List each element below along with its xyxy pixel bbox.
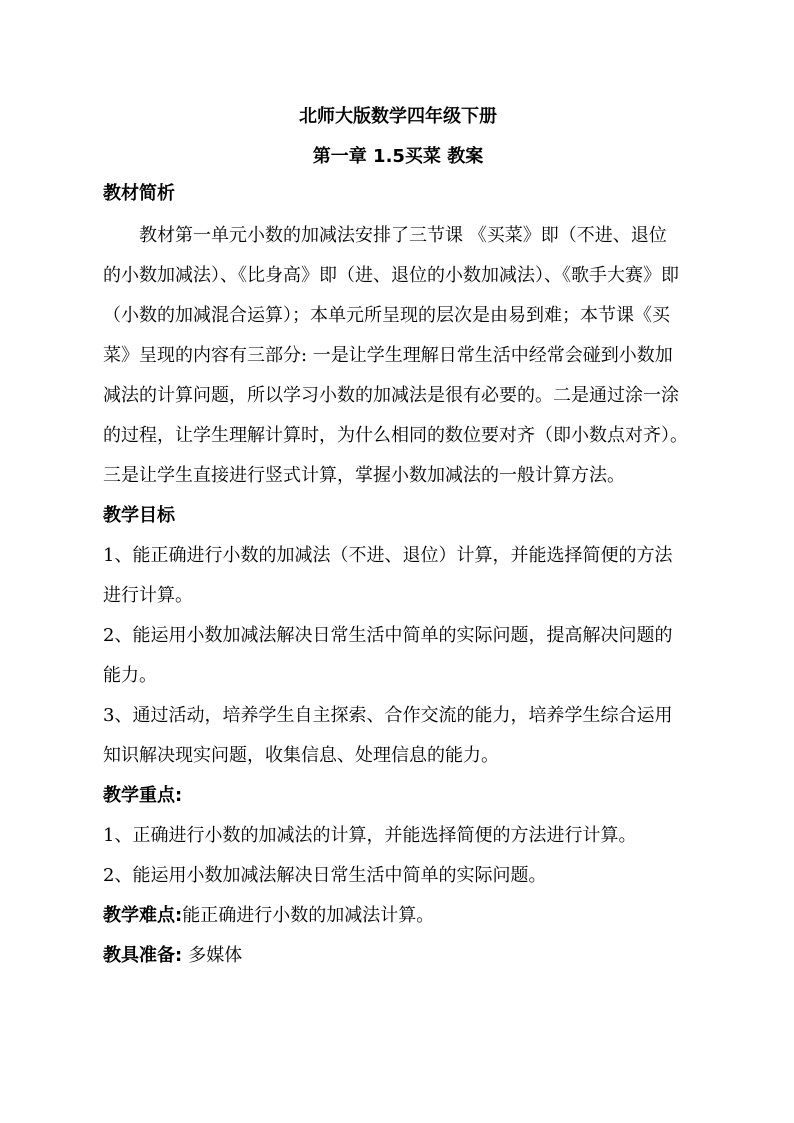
goals-line: 3、通过活动，培养学生自主探索、合作交流的能力，培养学生综合运用	[103, 705, 673, 726]
goals-line: 1、能正确进行小数的加减法（不进、退位）计算，并能选择简便的方法	[103, 545, 673, 566]
section-heading-goals: 教学目标	[103, 505, 175, 526]
section-heading-key-points: 教学重点:	[103, 785, 183, 806]
key-points-line: 1、正确进行小数的加减法的计算，并能选择简便的方法进行计算。	[103, 825, 637, 846]
analysis-line: 的小数加减法）、《比身高》即（进、退位的小数加减法）、《歌手大赛》即	[103, 265, 679, 286]
analysis-line: 的过程，让学生理解计算时，为什么相同的数位要对齐（即小数点对齐）。	[103, 425, 688, 446]
analysis-line: 菜》呈现的内容有三部分: 一是让学生理解日常生活中经常会碰到小数加	[103, 345, 673, 366]
analysis-line: 三是让学生直接进行竖式计算，掌握小数加减法的一般计算方法。	[103, 465, 625, 486]
key-points-line: 2、能运用小数加减法解决日常生活中简单的实际问题。	[103, 865, 547, 886]
difficulty-line	[103, 896, 693, 936]
analysis-line: 教材第一单元小数的加减法安排了三节课 《买菜》即（不进、退位	[139, 225, 667, 246]
goals-line: 进行计算。	[103, 585, 193, 606]
analysis-line: 减法的计算问题，所以学习小数的加减法是很有必要的。二是通过涂一涂	[103, 385, 679, 406]
analysis-line: （小数的加减混合运算）；本单元所呈现的层次是由易到难；本节课《买	[103, 305, 670, 326]
goals-line: 2、能运用小数加减法解决日常生活中简单的实际问题，提高解决问题的	[103, 625, 673, 646]
document-content	[103, 100, 693, 976]
materials-label: 教具准备:	[103, 945, 183, 966]
goals-line: 知识解决现实问题，收集信息、处理信息的能力。	[103, 745, 499, 766]
goals-line: 能力。	[103, 665, 157, 686]
section-heading-analysis: 教材简析	[103, 183, 175, 204]
document-subtitle: 第一章 1.5买菜 教案	[312, 146, 484, 167]
materials-line	[103, 936, 693, 976]
difficulty-label: 教学难点:	[103, 905, 183, 926]
materials-text: 多媒体	[188, 945, 243, 966]
document-title: 北师大版数学四年级下册	[299, 106, 497, 127]
difficulty-text: 能正确进行小数的加减法计算。	[182, 905, 435, 926]
